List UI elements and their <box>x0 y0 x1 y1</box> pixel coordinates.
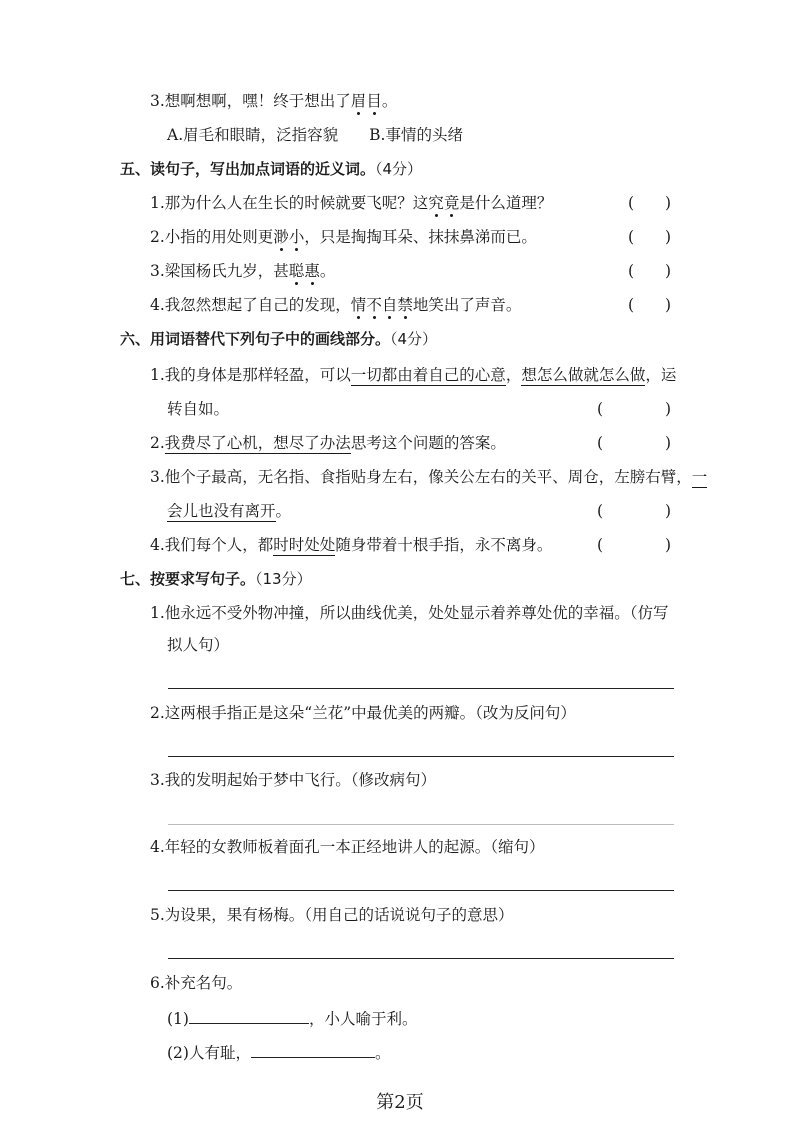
s7-q1: 1.他永远不受外物冲撞，所以曲线优美，处处显示着养尊处优的幸福。（仿写 <box>150 604 669 622</box>
s6-q3-line2: 会儿也没有离开。 <box>167 502 292 520</box>
answer-parens[interactable]: ( ) <box>628 262 672 280</box>
emphasis-char: 禁 <box>397 296 413 314</box>
emphasis-char: 渺 <box>273 228 289 246</box>
answer-parens[interactable]: ( ) <box>628 296 672 314</box>
answer-line[interactable] <box>168 756 674 757</box>
s7-q3: 3.我的发明起始于梦中飞行。（修改病句） <box>150 771 437 789</box>
emphasis-char: 自 <box>381 296 398 314</box>
answer-parens[interactable]: ( ) <box>628 194 672 212</box>
answer-line[interactable] <box>168 824 674 825</box>
s6-q4: 4.我们每个人，都时时处处随身带着十根手指，永不离身。 <box>150 536 553 554</box>
section-7-title: 七、按要求写句子。（13分） <box>120 570 312 588</box>
answer-parens[interactable]: ( ) <box>628 228 672 246</box>
section-6-title: 六、用词语替代下列句子中的画线部分。（4分） <box>120 330 438 348</box>
s7-q6-1: (1) ，小人喻于利。 <box>167 1010 418 1028</box>
section-5-title: 五、读句子，写出加点词语的近义词。（4分） <box>120 160 423 178</box>
fill-blank[interactable] <box>251 1043 375 1058</box>
underlined-phrase: 时时处处 <box>273 536 336 554</box>
s7-q2: 2.这两根手指正是这朵“兰花”中最优美的两瓣。（改为反问句） <box>150 704 576 722</box>
page-number: 第2页 <box>376 1092 424 1113</box>
answer-parens[interactable]: ( ) <box>597 434 672 452</box>
s7-q4: 4.年轻的女教师板着面孔一本正经地讲人的起源。（缩句） <box>150 838 545 856</box>
s5-q1: 1.那为什么人在生长的时候就要飞呢？这究竟是什么道理？ <box>150 194 553 212</box>
emphasis-char: 目 <box>366 92 382 110</box>
s6-q2: 2.我费尽了心机，想尽了办法思考这个问题的答案。 <box>150 434 506 452</box>
s7-q5: 5.为设果，果有杨梅。（用自己的话说说句子的意思） <box>150 906 514 924</box>
emphasis-char: 竟 <box>443 194 460 212</box>
fill-blank[interactable] <box>189 1009 309 1024</box>
emphasis-char: 聪 <box>288 262 305 280</box>
s4-q3-options: A.眉毛和眼睛，泛指容貌 B.事情的头绪 <box>167 126 463 144</box>
emphasis-char: 惠 <box>304 262 320 280</box>
emphasis-char: 小 <box>288 228 305 246</box>
emphasis-char: 不 <box>366 296 382 314</box>
answer-line[interactable] <box>168 688 674 689</box>
s4-q3: 3.想啊想啊，嘿！终于想出了眉目。 <box>150 92 398 110</box>
answer-parens[interactable]: ( ) <box>597 400 672 418</box>
answer-parens[interactable]: ( ) <box>597 536 672 554</box>
s7-q1-line2: 拟人句） <box>167 636 230 654</box>
s5-q4: 4.我忽然想起了自己的发现，情不自禁地笑出了声音。 <box>150 296 522 314</box>
s6-q1-line2: 转自如。 <box>167 400 230 418</box>
emphasis-char: 究 <box>428 194 444 212</box>
emphasis-char: 情 <box>350 296 367 314</box>
s7-q6: 6.补充名句。 <box>150 974 243 992</box>
answer-parens[interactable]: ( ) <box>597 502 672 520</box>
s6-q1: 1.我的身体是那样轻盈，可以一切都由着自己的心意，想怎么做就怎么做，运 <box>150 366 677 384</box>
underlined-phrase: 想怎么做就怎么做 <box>521 366 646 384</box>
emphasis-char: 眉 <box>350 92 367 110</box>
answer-line[interactable] <box>168 890 674 891</box>
answer-line[interactable] <box>168 958 674 959</box>
s5-q2: 2.小指的用处则更渺小，只是掏掏耳朵、抹抹鼻涕而已。 <box>150 228 537 246</box>
underlined-phrase: 我费尽了心机，想尽了办法 <box>164 434 351 452</box>
s5-q3: 3.梁国杨氏九岁，甚聪惠。 <box>150 262 336 280</box>
s6-q3: 3.他个子最高，无名指、食指贴身左右，像关公左右的关平、周仓，左膀右臂，一 <box>150 468 708 486</box>
s7-q6-2: (2)人有耻， 。 <box>167 1044 391 1062</box>
underlined-phrase: 一切都由着自己的心意 <box>350 366 506 384</box>
underlined-phrase: 一 <box>691 468 708 486</box>
underlined-phrase: 会儿也没有离开 <box>167 502 276 520</box>
